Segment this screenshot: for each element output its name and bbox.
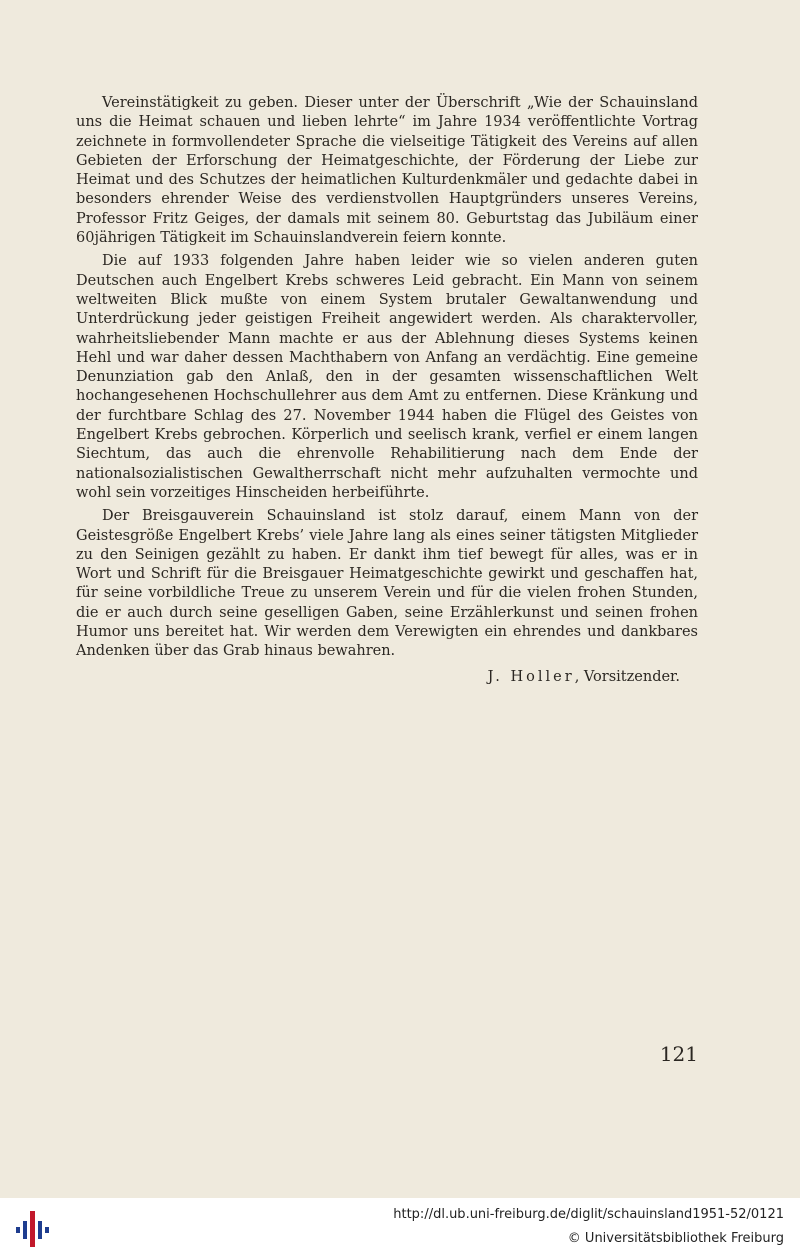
paragraph-3: Der Breisgauverein Schauinsland ist stolz darauf, einem Mann von der Geistesgröße Engelbert Krebs’ viele Jahre lang als eines seiner tätigsten Mitglieder zu den Seinigen gezählt zu haben. Er dankt ihm tief bewegt für alles, was er in Wort und Schrift für die Breisgauer Heimatgeschichte gewirkt und geschaffen hat, für seine vorbildliche Treue zu unserem Verein und für die vielen frohen Stunden, die er auch durch seine geselligen Gaben, seine Erzählerkunst und seinen frohen Humor uns bereitet hat. Wir werden dem Verewigten ein ehrendes und dankbares Andenken über das Grab hinaus bewahren. bbox=[76, 508, 698, 660]
copyright-notice: © Universitätsbibliothek Freiburg bbox=[567, 1231, 784, 1246]
signature bbox=[76, 668, 698, 687]
source-url-link[interactable]: http://dl.ub.uni-freiburg.de/diglit/schauinsland1951-52/0121 bbox=[393, 1207, 784, 1222]
body-text bbox=[76, 94, 698, 687]
ub-freiburg-logo-icon[interactable] bbox=[14, 1208, 54, 1248]
footer-bar bbox=[0, 1198, 800, 1256]
page-number: 121 bbox=[659, 1042, 698, 1066]
paragraph-1: Vereinstätigkeit zu geben. Dieser unter der Überschrift „Wie der Schauinsland uns die Heimat schauen und lieben lehrte“ im Jahre 1934 veröffentlichte Vortrag zeichnete in formvollendeter Sprache die vielseitige Tätigkeit des Vereins auf allen Gebieten der Erforschung der Heimatgeschichte, der Förderung der Liebe zur Heimat und des Schutzes der heimatlichen Kulturdenkmäler und gedachte dabei in besonders ehrender Weise des verdienstvollen Hauptgründers unseres Vereins, Professor Fritz Geiges, der damals mit seinem 80. Geburtstag das Jubiläum einer 60jährigen Tätigkeit im Schauinslandverein feiern konnte. bbox=[76, 95, 698, 247]
paragraph-2: Die auf 1933 folgenden Jahre haben leider wie so vielen anderen guten Deutschen auch Engelbert Krebs schweres Leid gebracht. Ein Mann von seinem weltweiten Blick mußte von einem System brutaler Gewaltanwendung und Unterdrückung jeder geistigen Freiheit angewidert werden. Als charaktervoller, wahrheitsliebender Mann machte er aus der Ablehnung dieses Systems keinen Hehl und war daher dessen Machthabern von Anfang an verdächtig. Eine gemeine Denunziation gab den Anlaß, den in der gesamten wissenschaftlichen Welt hochangesehenen Hochschullehrer aus dem Amt zu entfernen. Diese Kränkung und der furchtbare Schlag des 27. November 1944 haben die Flügel des Geistes von Engelbert Krebs gebrochen. Körperlich und seelisch krank, verfiel er einem langen Siechtum, das auch die ehrenvolle Rehabilitierung nach dem Ende der nationalsozialistischen Gewaltherrschaft nicht mehr aufzuhalten vermochte und wohl sein vorzeitiges Hinscheiden herbeiführte. bbox=[76, 253, 698, 501]
signature-name: J. Holler bbox=[487, 668, 575, 685]
signature-role: , Vorsitzender. bbox=[574, 668, 680, 685]
